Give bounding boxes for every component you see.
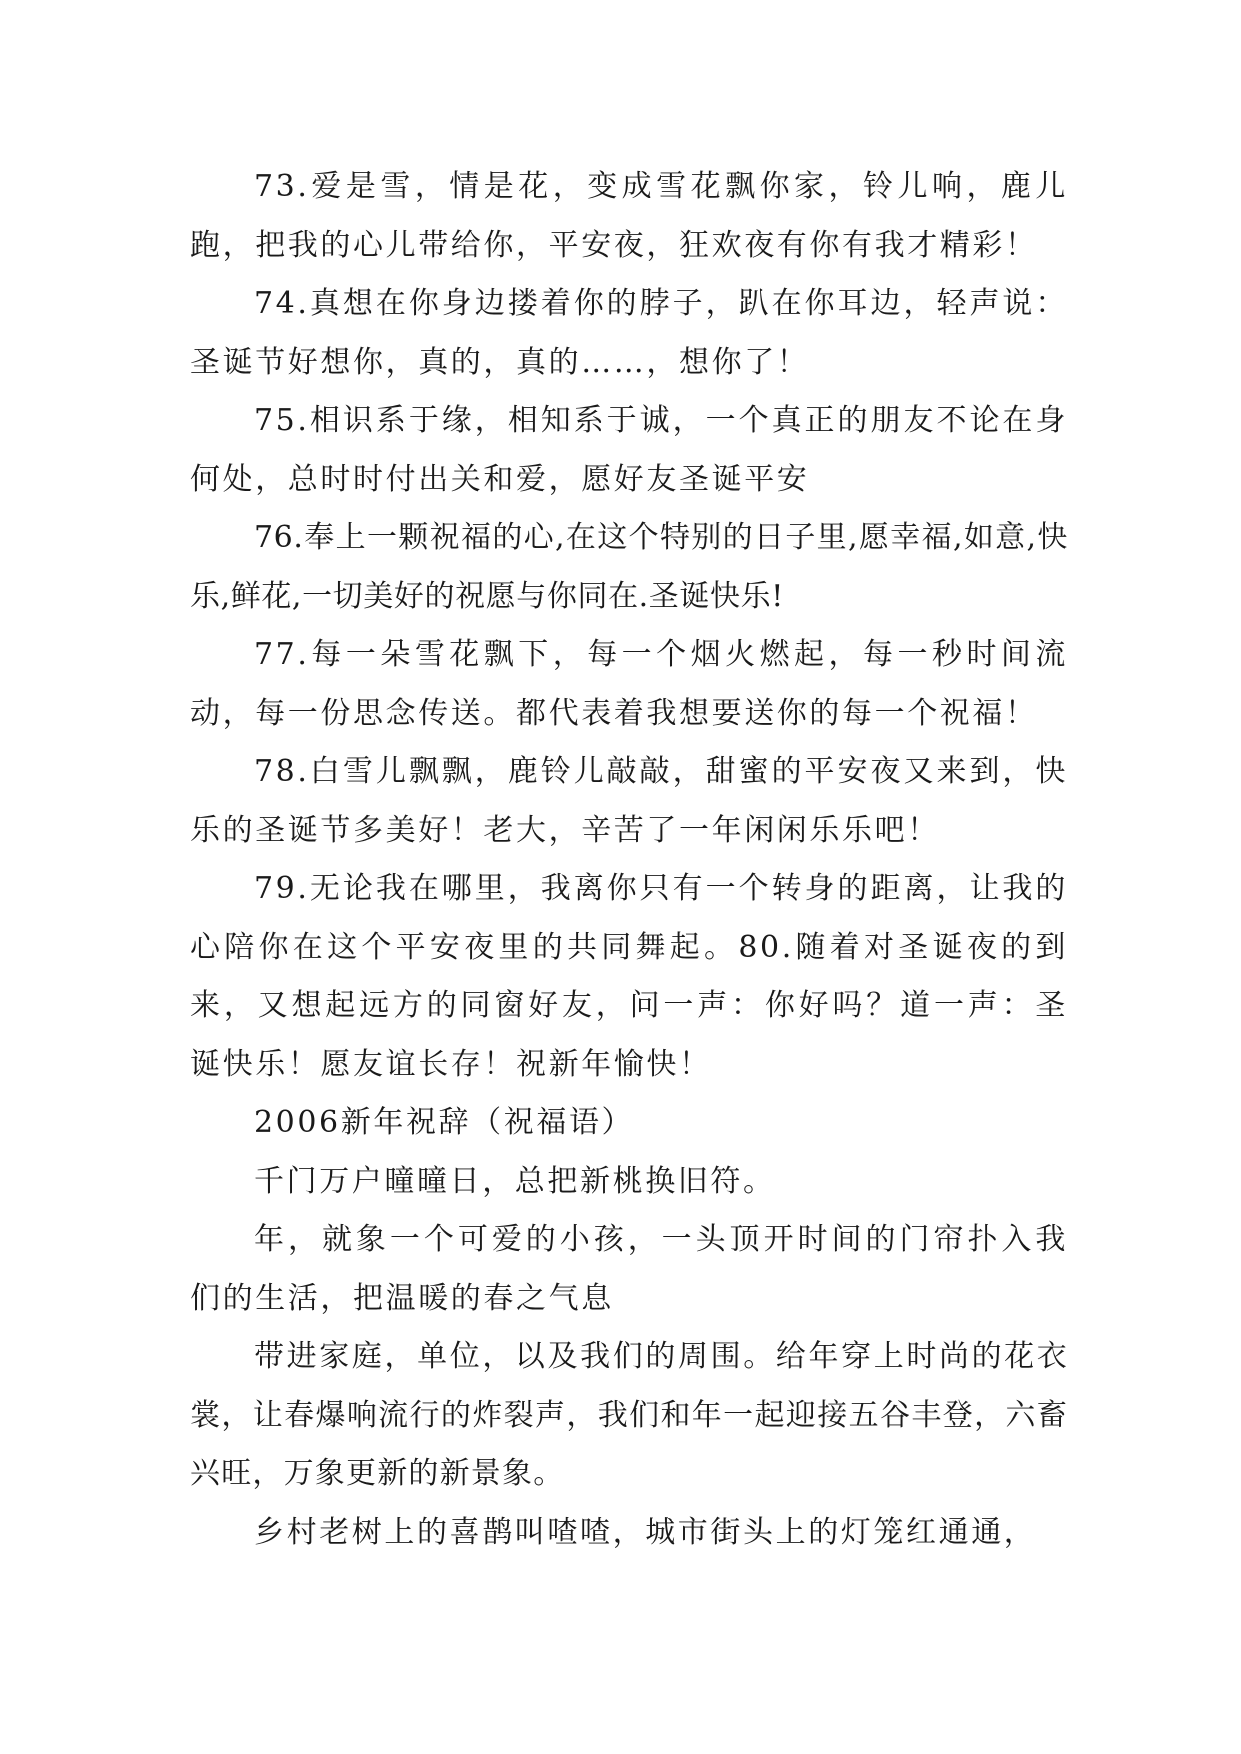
paragraph-79-80: 79.无论我在哪里，我离你只有一个转身的距离，让我的心陪你在这个平安夜里的共同舞起。80.随着对圣诞夜的到来，又想起远方的同窗好友，问一声：你好吗？道一声：圣诞快乐！愿友谊长存！祝新年愉快！: [190, 871, 1068, 1082]
paragraph-new-year-child: 年，就象一个可爱的小孩，一头顶开时间的门帘扑入我们的生活，把温暖的春之气息: [190, 1222, 1068, 1316]
paragraph-73: 73.爱是雪，情是花，变成雪花飘你家，铃儿响，鹿儿跑，把我的心儿带给你，平安夜，狂欢夜有你有我才精彩！: [190, 169, 1068, 263]
paragraph-village-city: 乡村老树上的喜鹊叫喳喳，城市街头上的灯笼红通通，: [254, 1514, 1037, 1550]
paragraph-75: 75.相识系于缘，相知系于诚，一个真正的朋友不论在身何处，总时时付出关和爱，愿好友圣诞平安: [190, 403, 1068, 497]
paragraph-78: 78.白雪儿飘飘，鹿铃儿敲敲，甜蜜的平安夜又来到，快乐的圣诞节多美好！老大，辛苦了一年闲闲乐乐吧！: [190, 754, 1068, 848]
section-heading: 2006新年祝辞（祝福语）: [254, 1105, 635, 1140]
paragraph-couplet: 千门万户曈曈日，总把新桃换旧符。: [254, 1163, 776, 1199]
paragraph-74: 74.真想在你身边搂着你的脖子，趴在你耳边，轻声说：圣诞节好想你，真的，真的……，想你了！: [190, 286, 1068, 380]
paragraph-new-year-home: 带进家庭，单位，以及我们的周围。给年穿上时尚的花衣裳，让春爆响流行的炸裂声，我们和年一起迎接五谷丰登，六畜兴旺，万象更新的新景象。: [190, 1339, 1068, 1491]
document-page: [190, 158, 1068, 1562]
paragraph-77: 77.每一朵雪花飘下，每一个烟火燃起，每一秒时间流动，每一份思念传送。都代表着我想要送你的每一个祝福！: [190, 637, 1068, 731]
paragraph-76: 76.奉上一颗祝福的心,在这个特别的日子里,愿幸福,如意,快乐,鲜花,一切美好的祝愿与你同在.圣诞快乐!: [190, 520, 1068, 614]
